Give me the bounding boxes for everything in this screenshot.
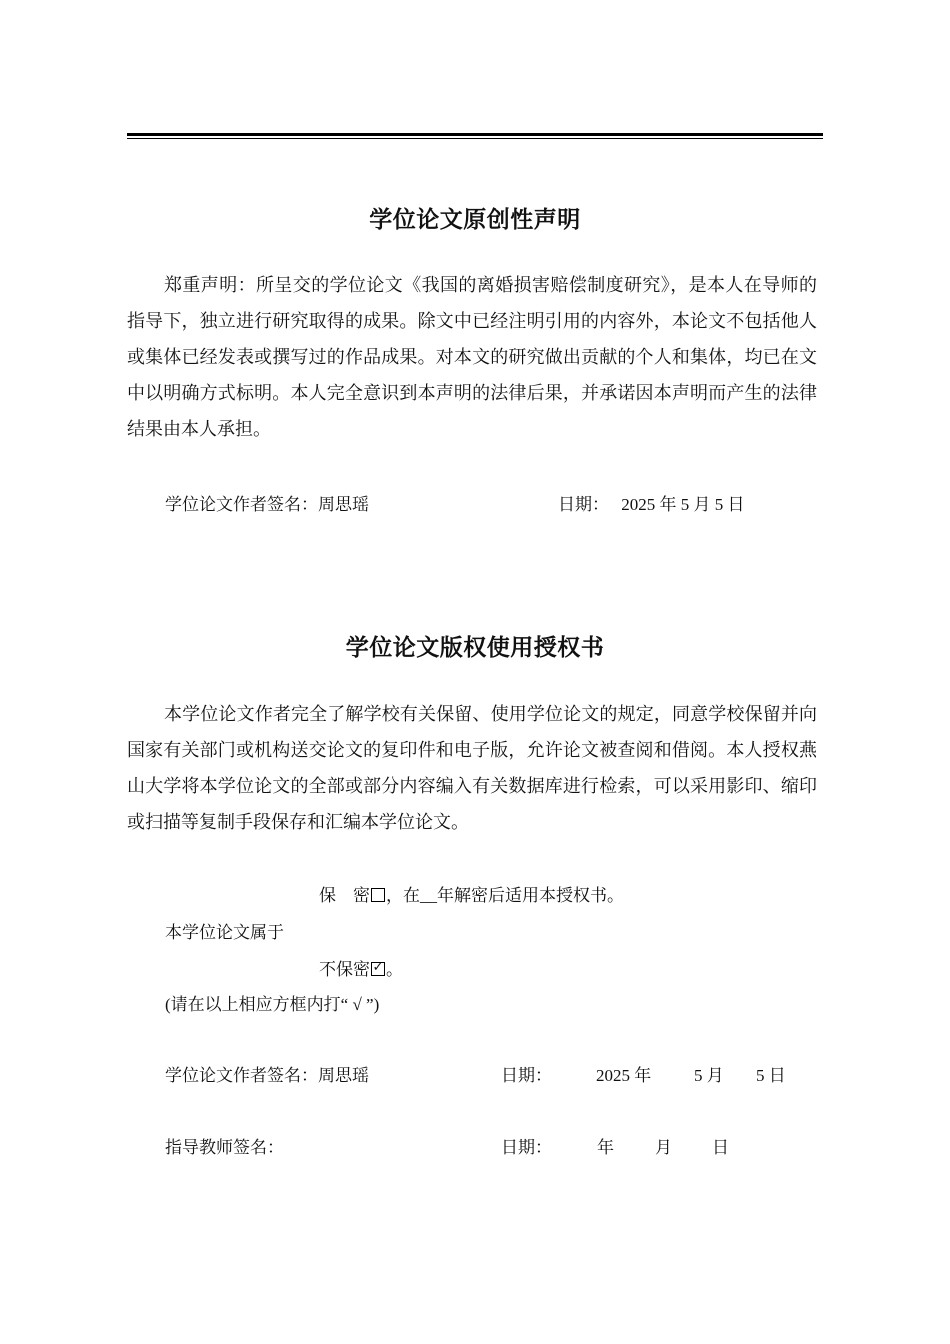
author-signature-name: 周思瑶 (318, 1066, 369, 1085)
declaration-date (558, 490, 745, 515)
author-signature (165, 1061, 369, 1086)
author-date-year: 2025 年 (596, 1066, 652, 1085)
header-rule-thin (127, 138, 823, 139)
declaration-signature-name: 周思瑶 (318, 495, 369, 514)
author-signature-label: 学位论文作者签名： (165, 1066, 318, 1085)
advisor-signature-label: 指导教师签名： (165, 1138, 284, 1157)
header-rule-thick (127, 133, 823, 136)
secret-checkbox[interactable] (371, 888, 385, 902)
declaration-title: 学位论文原创性声明 (369, 207, 581, 233)
secret-suffix: ，在__年解密后适用本授权书。 (386, 886, 624, 905)
advisor-date-label: 日期： (501, 1138, 552, 1157)
author-date-month: 5 月 (694, 1066, 724, 1085)
declaration-date-label: 日期： (558, 495, 609, 514)
secret-option (319, 881, 624, 906)
author-date-label: 日期： (501, 1066, 552, 1085)
authorization-body: 本学位论文作者完全了解学校有关保留、使用学位论文的规定，同意学校保留并向国家有关部门或机构送交论文的复印件和电子版，允许论文被查阅和借阅。本人授权燕山大学将本学位论文的全部或部分内容编入有关数据库进行检索，可以采用影印、缩印或扫描等复制手段保存和汇编本学位论文。 (127, 704, 817, 832)
author-date-day: 5 日 (756, 1066, 786, 1085)
nonsecret-label: 不保密 (319, 960, 370, 979)
declaration-signature (165, 490, 369, 515)
belongs-label: 本学位论文属于 (165, 923, 284, 942)
advisor-date-day: 日 (712, 1138, 729, 1157)
instruction-text: (请在以上相应方框内打“ √ ”) (165, 995, 380, 1014)
advisor-date-year: 年 (597, 1138, 614, 1157)
authorization-title: 学位论文版权使用授权书 (345, 635, 605, 661)
secret-label: 保 密 (319, 886, 370, 905)
advisor-date-month: 月 (655, 1138, 672, 1157)
check-icon: ✓ (372, 959, 384, 974)
nonsecret-checkbox[interactable] (371, 959, 385, 976)
nonsecret-option (319, 955, 403, 980)
declaration-body: 郑重声明：所呈交的学位论文《我国的离婚损害赔偿制度研究》，是本人在导师的指导下，独立进行研究取得的成果。除文中已经注明引用的内容外，本论文不包括他人或集体已经发表或撰写过的作品成果。对本文的研究做出贡献的个人和集体，均已在文中以明确方式标明。本人完全意识到本声明的法律后果，并承诺因本声明而产生的法律结果由本人承担。 (127, 275, 817, 439)
declaration-signature-label: 学位论文作者签名： (165, 495, 318, 514)
nonsecret-suffix: 。 (386, 960, 403, 979)
declaration-date-value: 2025 年 5 月 5 日 (621, 495, 745, 514)
